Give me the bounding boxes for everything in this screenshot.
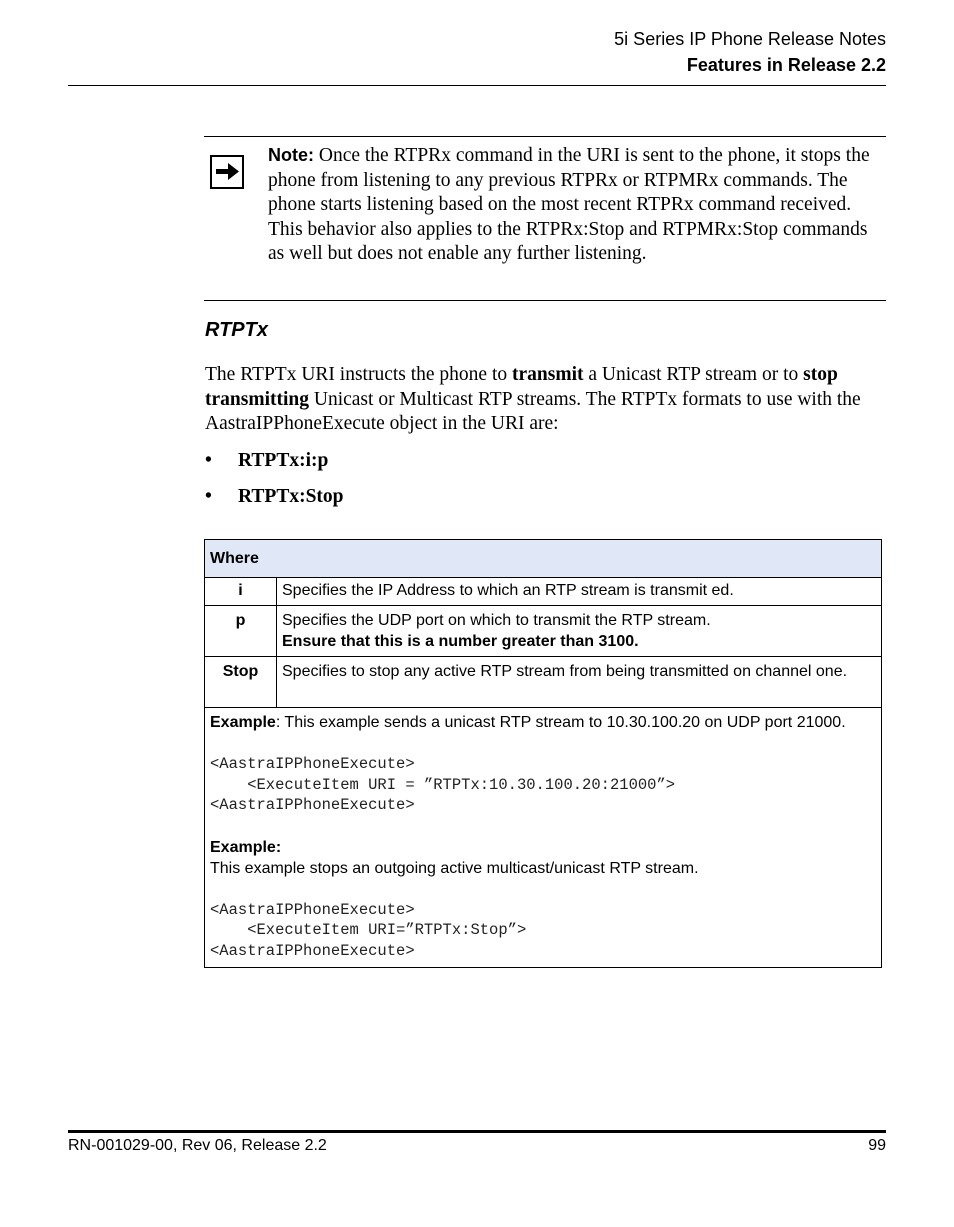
header-section: Features in Release 2.2 xyxy=(686,55,886,75)
example-1-text: : This example sends a unicast RTP stream to 10.30.100.20 on UDP port 21000. xyxy=(275,714,846,731)
note-body: Once the RTPRx command in the URI is sent to the phone, it stops the phone from listening to any previous RTPRx or RTPMRx commands. The phone starts listening based on the most recent RTPRx command received. This behavior also applies to the RTPRx:Stop and RTPMRx:Stop commands as well but does not enable any further listening. xyxy=(268,145,870,264)
section-title: RTPTx xyxy=(205,319,268,341)
example-1-description xyxy=(210,712,876,733)
page-number: 99 xyxy=(868,1137,886,1154)
example-2-code: <AastraIPPhoneExecute> <ExecuteItem URI=”RTPTx:Stop”> <AastraIPPhoneExecute> xyxy=(210,900,527,960)
spacer xyxy=(210,733,876,754)
footer-rule xyxy=(68,1130,886,1133)
intro-text-3: Unicast or Multicast RTP streams. The RTPTx formats to use with the AastraIPPhoneExecute object in the URI are: xyxy=(205,388,861,434)
note-label: Note: xyxy=(268,145,314,165)
param-desc-warning: Ensure that this is a number greater than 3100. xyxy=(282,633,639,650)
example-2-label: Example: xyxy=(210,838,282,856)
intro-bold-1: transmit xyxy=(512,364,584,385)
intro-paragraph xyxy=(205,363,885,437)
footer-doc-id: RN-001029-00, Rev 06, Release 2.2 xyxy=(68,1137,327,1154)
table-heading: Where xyxy=(205,540,882,578)
table-row xyxy=(205,657,882,708)
examples-cell xyxy=(205,708,882,968)
note-box xyxy=(204,136,886,301)
param-key: p xyxy=(205,606,277,657)
param-desc: Specifies to stop any active RTP stream from being transmitted on channel one. xyxy=(277,657,882,708)
bullet-symbol: • xyxy=(205,450,212,471)
header-rule xyxy=(68,85,886,86)
param-key: Stop xyxy=(205,657,277,708)
spacer xyxy=(210,816,876,837)
param-key: i xyxy=(205,578,277,606)
param-desc-text: Specifies the UDP port on which to transmit the RTP stream. xyxy=(282,612,711,629)
header-doc-title: 5i Series IP Phone Release Notes xyxy=(614,29,886,49)
parameters-table xyxy=(204,539,882,968)
bullet-symbol: • xyxy=(205,486,212,507)
arrow-right-icon xyxy=(210,155,244,189)
example-1-label: Example xyxy=(210,714,276,731)
table-row xyxy=(205,606,882,657)
param-desc: Specifies the IP Address to which an RTP stream is transmit ed. xyxy=(277,578,882,606)
example-1-code: <AastraIPPhoneExecute> <ExecuteItem URI = ”RTPTx:10.30.100.20:21000”> <AastraIPPhoneExecute> xyxy=(210,755,676,814)
bullet-text: RTPTx:Stop xyxy=(238,486,344,507)
examples-row xyxy=(205,708,882,968)
param-desc xyxy=(277,606,882,657)
table-row xyxy=(205,578,882,606)
intro-bold-2: stop transmitting xyxy=(205,364,838,410)
bullet-text: RTPTx:i:p xyxy=(238,450,329,471)
intro-text-1: The RTPTx URI instructs the phone to xyxy=(205,364,513,385)
spacer xyxy=(210,879,876,900)
example-2-text: This example stops an outgoing active multicast/unicast RTP stream. xyxy=(210,859,699,877)
intro-text-2: a Unicast RTP stream or to xyxy=(583,364,804,385)
note-text xyxy=(268,143,880,267)
